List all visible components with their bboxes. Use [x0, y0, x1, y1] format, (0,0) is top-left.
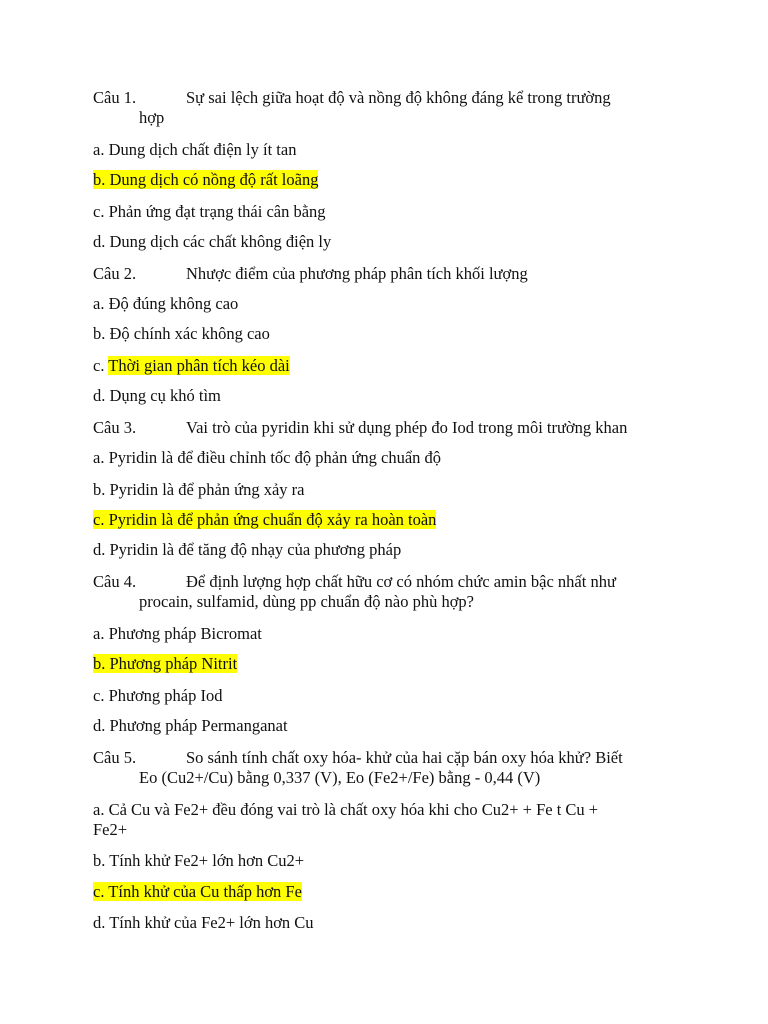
answer-option: d. Tính khử của Fe2+ lớn hơn Cu — [93, 913, 314, 932]
answer-option-highlighted: c. Pyridin là để phản ứng chuẩn độ xảy ra hoàn toàn — [93, 510, 437, 529]
question-text: Vai trò của pyridin khi sử dụng phép đo Iod trong môi trường khan — [186, 418, 628, 437]
answer-option: d. Phương pháp Permanganat — [93, 716, 288, 735]
answer-option: b. Pyridin là để phản ứng xảy ra — [93, 480, 305, 499]
question-number: Câu 2. — [93, 264, 137, 283]
question-text: Sự sai lệch giữa hoạt độ và nồng độ không đáng kể trong trường — [186, 88, 611, 107]
question-number: Câu 3. — [93, 418, 137, 437]
answer-option: a. Dung dịch chất điện ly ít tan — [93, 140, 297, 159]
question-text: Để định lượng hợp chất hữu cơ có nhóm chức amin bậc nhất như — [186, 572, 616, 591]
answer-option: d. Dụng cụ khó tìm — [93, 386, 221, 405]
answer-option-highlighted: c. Tính khử của Cu thấp hơn Fe — [93, 882, 302, 901]
answer-option: a. Pyridin là để điều chỉnh tốc độ phản ứng chuẩn độ — [93, 448, 442, 467]
answer-option: a. Phương pháp Bicromat — [93, 624, 262, 643]
question-text: Nhược điểm của phương pháp phân tích khối lượng — [186, 264, 528, 283]
answer-option-highlighted: c. Thời gian phân tích kéo dài — [93, 356, 290, 375]
question-text-line2: hợp — [139, 108, 165, 127]
answer-option: b. Tính khử Fe2+ lớn hơn Cu2+ — [93, 851, 305, 870]
answer-option: d. Pyridin là để tăng độ nhạy của phương pháp — [93, 540, 402, 559]
answer-option: a. Độ đúng không cao — [93, 294, 239, 313]
question-text-line2: procain, sulfamid, dùng pp chuẩn độ nào phù hợp? — [139, 592, 474, 611]
answer-option: c. Phản ứng đạt trạng thái cân bằng — [93, 202, 326, 221]
answer-option: d. Dung dịch các chất không điện ly — [93, 232, 332, 251]
answer-option: b. Độ chính xác không cao — [93, 324, 270, 343]
answer-option: c. Phương pháp Iod — [93, 686, 223, 705]
question-text-line2: Eo (Cu2+/Cu) bằng 0,337 (V), Eo (Fe2+/Fe) bằng - 0,44 (V) — [139, 768, 541, 787]
question-text: So sánh tính chất oxy hóa- khử của hai cặp bán oxy hóa khử? Biết — [186, 748, 623, 767]
answer-option-highlighted: b. Dung dịch có nồng độ rất loãng — [93, 170, 319, 189]
question-number: Câu 4. — [93, 572, 137, 591]
question-number: Câu 5. — [93, 748, 137, 767]
question-number: Câu 1. — [93, 88, 137, 107]
answer-option: a. Cả Cu và Fe2+ đều đóng vai trò là chất oxy hóa khi cho Cu2+ + Fe t Cu + Fe2+ — [93, 800, 599, 839]
answer-option-highlighted: b. Phương pháp Nitrit — [93, 654, 238, 673]
